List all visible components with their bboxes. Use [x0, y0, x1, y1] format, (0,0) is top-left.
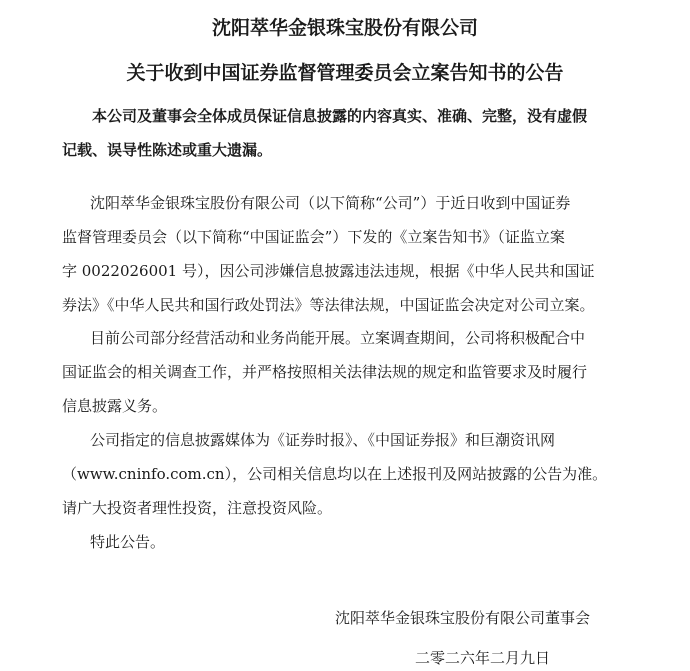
paragraph-line: 字 0022026001 号），因公司涉嫌信息披露违法违规，根据《中华人民共和国证	[62, 262, 595, 280]
paragraph-line: 券法》《中华人民共和国行政处罚法》等法律法规，中国证监会决定对公司立案。	[62, 296, 595, 314]
disclaimer-line: 记载、误导性陈述或重大遗漏。	[62, 141, 273, 159]
disclaimer-line: 本公司及董事会全体成员保证信息披露的内容真实、准确、完整，没有虚假	[92, 107, 588, 125]
paragraph-line: 目前公司部分经营活动和业务尚能开展。立案调查期间，公司将积极配合中	[90, 329, 586, 347]
paragraph-line: 沈阳萃华金银珠宝股份有限公司（以下简称“公司”）于近日收到中国证券	[90, 194, 571, 212]
paragraph-line: 请广大投资者理性投资，注意投资风险。	[62, 499, 333, 517]
announcement-date: 二零二六年二月九日	[415, 649, 551, 667]
company-title: 沈阳萃华金银珠宝股份有限公司	[211, 17, 478, 39]
paragraph-line: 国证监会的相关调查工作，并严格按照相关法律法规的规定和监管要求及时履行	[62, 363, 588, 381]
paragraph-line: 信息披露义务。	[62, 397, 168, 415]
closing-text: 特此公告。	[90, 533, 166, 551]
signatory: 沈阳萃华金银珠宝股份有限公司董事会	[335, 609, 591, 627]
paragraph-line: 监督管理委员会（以下简称“中国证监会”）下发的《立案告知书》（证监立案	[62, 228, 565, 246]
paragraph-line: 公司指定的信息披露媒体为《证券时报》、《中国证券报》和巨潮资讯网	[90, 431, 556, 449]
announcement-title: 关于收到中国证券监督管理委员会立案告知书的公告	[126, 62, 564, 84]
paragraph-line: （www.cninfo.com.cn），公司相关信息均以在上述报刊及网站披露的公告为准。	[62, 465, 608, 483]
